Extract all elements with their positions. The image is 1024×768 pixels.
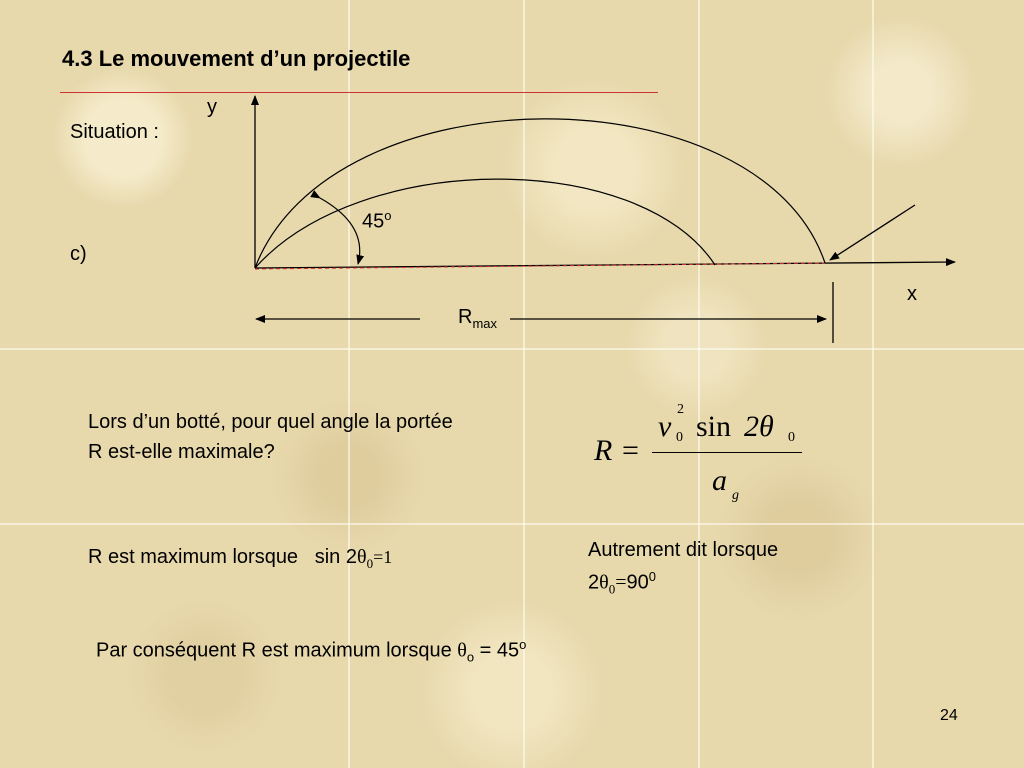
formula-fraction-bar [652, 452, 802, 453]
alternative-line-1: Autrement dit lorsque [588, 539, 779, 561]
formula-two-theta: 2θ [744, 410, 774, 443]
x-axis-label: x [907, 283, 917, 305]
conclusion: Par conséquent R est maximum lorsque $\theta_o = 45^o$ [96, 637, 527, 665]
angle-label: 45$^o$ [362, 208, 392, 233]
formula-denominator-subscript: g [732, 488, 739, 503]
situation-label: Situation : [70, 121, 159, 143]
alternative-line-2: $2\theta_0=90^0$ [588, 569, 656, 597]
formula-theta-subscript: 0 [788, 430, 795, 445]
part-label: c) [70, 243, 87, 265]
question-line-1: Lors d’un botté, pour quel angle la portée [88, 411, 453, 433]
slide-title: 4.3 Le mouvement d’un projectile [62, 46, 411, 71]
range-formula [592, 402, 822, 507]
question-line-2: R est-elle maximale? [88, 441, 275, 463]
formula-lhs: R [594, 434, 613, 467]
trajectory-low-angle [255, 179, 715, 268]
trajectory-45-degrees [255, 119, 825, 268]
formula-equals: = [622, 434, 639, 467]
formula-velocity-exponent: 2 [677, 402, 684, 417]
formula-velocity: v [658, 410, 672, 443]
range-label: $R_{max}$ [458, 306, 498, 331]
angle-arc-arrow [320, 198, 360, 264]
formula-sin: sin [696, 410, 732, 443]
maximum-condition: R est maximum lorsque $\sin 2\theta_0=1$ [88, 546, 393, 571]
page-number: 24 [940, 707, 958, 724]
formula-denominator: a [712, 464, 727, 497]
y-axis-label: y [207, 96, 217, 118]
landing-point-arrow [830, 205, 915, 260]
formula-velocity-subscript: 0 [676, 430, 683, 445]
